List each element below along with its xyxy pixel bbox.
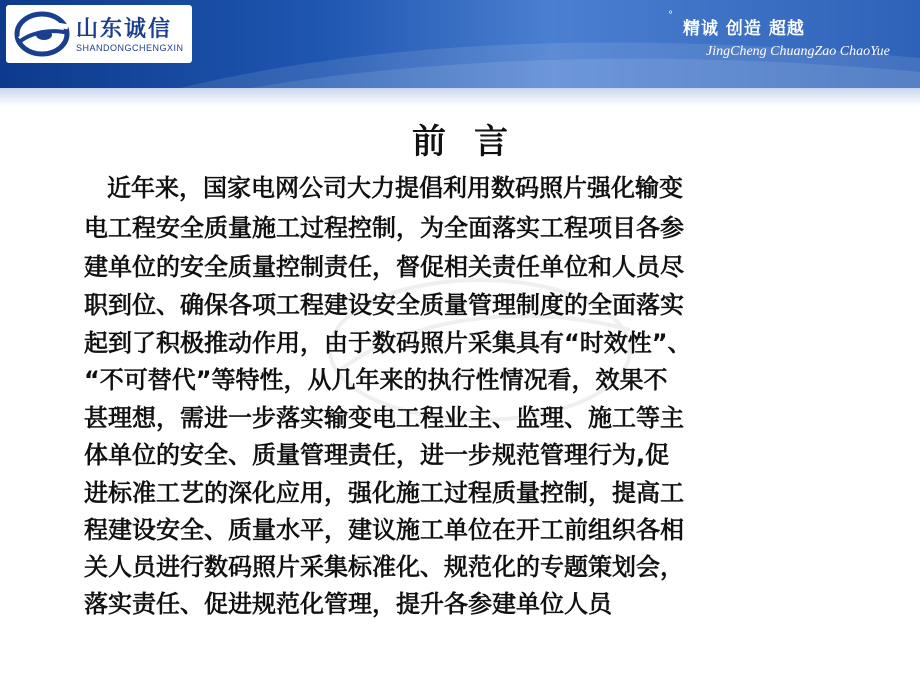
text-line: 关人员进行数码照片采集标准化、规范化的专题策划会， [84,553,684,581]
slogan-chinese: 精诚 创造 超越 [683,19,805,39]
globe-logo-icon [14,11,70,57]
text-line: 进标准工艺的深化应用，强化施工过程质量控制，提高工 [84,479,684,507]
text-line: 电工程安全质量施工过程控制，为全面落实工程项目各参 [84,214,684,242]
slogan-mark: ° [668,10,673,21]
banner-fade [0,88,920,106]
text-line: 甚理想，需进一步落实输变电工程业主、监理、施工等主 [84,404,684,432]
logo-english-name: SHANDONGCHENGXIN [76,43,184,53]
header-banner [0,0,920,88]
logo-chinese-name: 山东诚信 [76,16,173,42]
page-title: 前言 [412,122,536,162]
text-line: 建单位的安全质量控制责任，督促相关责任单位和人员尽 [84,253,684,281]
text-line: 近年来，国家电网公司大力提倡利用数码照片强化输变 [107,174,683,202]
text-line: 程建设安全、质量水平，建议施工单位在开工前组织各相 [84,516,684,544]
text-line: 职到位、确保各项工程建设安全质量管理制度的全面落实 [84,291,684,319]
text-line: “不可替代”等特性，从几年来的执行性情况看，效果不 [84,366,668,394]
company-logo [6,5,192,63]
text-line: 体单位的安全、质量管理责任，进一步规范管理行为,促 [84,441,670,469]
text-line: 落实责任、促进规范化管理，提升各参建单位人员 [84,590,612,618]
slogan-english: JingCheng ChuangZao ChaoYue [706,44,890,59]
text-line: 起到了积极推动作用，由于数码照片采集具有“时效性”、 [84,329,692,357]
